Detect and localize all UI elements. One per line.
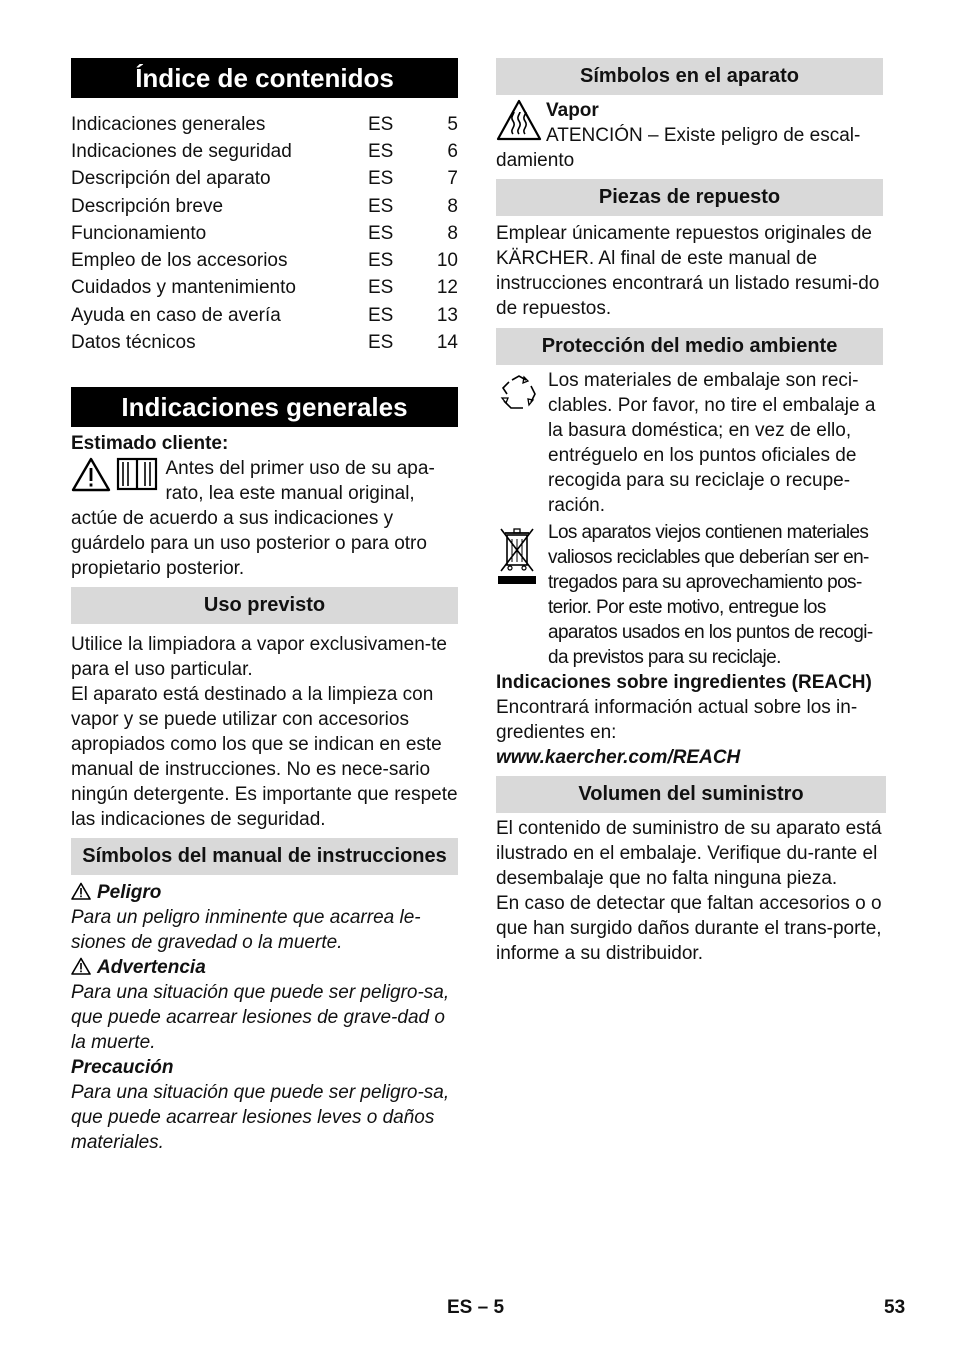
device-symbols-heading: Símbolos en el aparato xyxy=(496,58,883,95)
toc-table xyxy=(71,111,458,357)
toc-entry-title: Indicaciones generales xyxy=(71,113,266,135)
intended-use-heading: Uso previsto xyxy=(71,587,458,624)
intro-line-2: rato, lea este manual original, xyxy=(165,482,415,504)
reach-title: Indicaciones sobre ingredientes (REACH) xyxy=(496,672,872,693)
toc-entry-page: 7 xyxy=(447,168,458,190)
toc-entry-page: 6 xyxy=(447,140,458,162)
toc-entry-title: Descripción del aparato xyxy=(71,168,271,190)
toc-row[interactable] xyxy=(71,220,458,247)
toc-row[interactable] xyxy=(71,193,458,220)
toc-row[interactable] xyxy=(71,247,458,274)
toc-entry-page: 8 xyxy=(447,222,458,244)
scope-heading: Volumen del suministro xyxy=(496,776,886,813)
toc-entry-lang: ES xyxy=(368,195,394,217)
toc-entry-title: Indicaciones de seguridad xyxy=(71,140,292,162)
danger-icon xyxy=(71,882,91,900)
toc-entry-lang: ES xyxy=(368,168,394,190)
intro-text: actúe de acuerdo a sus indicaciones y guárdelo para un uso posterior o para otro propietario posterior. xyxy=(71,507,427,579)
warning-title: Advertencia xyxy=(97,956,206,978)
spare-parts-text: Emplear únicamente repuestos originales de KÄRCHER. Al final de este manual de instrucciones encontrará un listado resumi-do de repuestos. xyxy=(496,223,880,319)
caution-text: Para una situación que puede ser peligro-sa, que puede acarrear lesiones leves o daños materiales. xyxy=(71,1081,450,1153)
toc-row[interactable] xyxy=(71,166,458,193)
danger-block xyxy=(71,880,458,955)
toc-entry-lang: ES xyxy=(368,277,394,299)
reach-url[interactable]: www.kaercher.com/REACH xyxy=(496,747,741,768)
toc-entry-title: Funcionamiento xyxy=(71,222,207,244)
toc-row[interactable] xyxy=(71,138,458,165)
toc-entry-title: Empleo de los accesorios xyxy=(71,250,288,272)
caution-title: Precaución xyxy=(71,1056,174,1078)
reach-text: Encontrará información actual sobre los in-gredientes en: xyxy=(496,697,858,743)
toc-entry-page: 14 xyxy=(436,332,458,354)
danger-title: Peligro xyxy=(97,881,162,903)
toc-row[interactable] xyxy=(71,302,458,329)
crossed-bin-icon xyxy=(496,524,538,590)
toc-entry-title: Cuidados y mantenimiento xyxy=(71,277,296,299)
intro-line-1: Antes del primer uso de su apa- xyxy=(165,457,435,479)
spare-parts-heading: Piezas de repuesto xyxy=(496,179,883,216)
toc-entry-page: 8 xyxy=(447,195,458,217)
hot-steam-warning-icon xyxy=(496,98,542,142)
manual-symbols-heading: Símbolos del manual de instrucciones xyxy=(71,838,458,875)
weee-block xyxy=(496,520,886,670)
toc-entry-page: 5 xyxy=(447,113,458,135)
steam-title: Vapor xyxy=(546,100,599,121)
toc-entry-lang: ES xyxy=(368,113,394,135)
steam-line-2: damiento xyxy=(496,150,575,171)
recycle-block xyxy=(496,368,886,518)
toc-row[interactable] xyxy=(71,275,458,302)
danger-text: Para un peligro inminente que acarrea le-siones de gravedad o la muerte. xyxy=(71,906,421,953)
toc-entry-lang: ES xyxy=(368,304,394,326)
toc-entry-lang: ES xyxy=(368,332,394,354)
footer-section: ES – 5 xyxy=(447,1297,505,1318)
steam-block xyxy=(496,98,886,173)
warning-block xyxy=(71,955,458,1055)
steam-line-1: ATENCIÓN – Existe peligro de escal- xyxy=(546,125,861,146)
toc-row[interactable] xyxy=(71,111,458,138)
scope-p1: El contenido de suministro de su aparato está ilustrado en el embalaje. Verifique du-rante el desembalaje que no falta ninguna pieza. xyxy=(496,818,882,889)
manual-book-icon xyxy=(115,456,159,492)
toc-entry-page: 13 xyxy=(436,304,458,326)
warning-text: Para una situación que puede ser peligro-sa, que puede acarrear lesiones de grave-dad o la muerte. xyxy=(71,981,450,1053)
scope-p2: En caso de detectar que faltan accesorios o o que han surgido daños durante el trans-porte, informe a su distribuidor. xyxy=(496,893,882,964)
weee-text: Los aparatos viejos contienen materiales valiosos reciclables que deberían ser en-tregados para su aprovechamiento pos-terior. Por este motivo, entregue los aparatos usados en los puntos de recogi-da previstos para su reciclaje. xyxy=(548,522,873,668)
recycling-icon xyxy=(498,372,540,414)
intended-use-p1: Utilice la limpiadora a vapor exclusivamen-te para el uso particular. xyxy=(71,633,447,680)
recycle-text: Los materiales de embalaje son reci-clables. Por favor, no tire el embalaje a la basura doméstica; en vez de ello, entréguelo en los puntos oficiales de recogida para su reciclaje o recupe-ración. xyxy=(548,370,876,516)
left-column xyxy=(71,58,458,1155)
toc-entry-page: 12 xyxy=(436,277,458,299)
greeting: Estimado cliente: xyxy=(71,432,229,454)
intended-use-p2: El aparato está destinado a la limpieza con vapor y se puede utilizar con accesorios apropiados como los que se indican en este manual de instrucciones. No es nece-sario ningún detergente. Es importante que respete las indicaciones de seguridad. xyxy=(71,683,458,830)
warning-triangle-icon xyxy=(71,456,111,492)
toc-entry-lang: ES xyxy=(368,140,394,162)
intro-block xyxy=(71,456,458,581)
toc-heading: Índice de contenidos xyxy=(71,58,458,98)
toc-row[interactable] xyxy=(71,329,458,356)
caution-block xyxy=(71,1055,458,1155)
general-heading: Indicaciones generales xyxy=(71,387,458,427)
toc-entry-title: Descripción breve xyxy=(71,195,224,217)
environment-heading: Protección del medio ambiente xyxy=(496,328,883,365)
toc-entry-title: Datos técnicos xyxy=(71,332,196,354)
footer-page-number: 53 xyxy=(884,1297,906,1318)
right-column xyxy=(496,58,886,966)
toc-entry-lang: ES xyxy=(368,222,394,244)
toc-entry-lang: ES xyxy=(368,250,394,272)
warning-icon xyxy=(71,957,91,975)
toc-entry-title: Ayuda en caso de avería xyxy=(71,304,281,326)
toc-entry-page: 10 xyxy=(436,250,458,272)
